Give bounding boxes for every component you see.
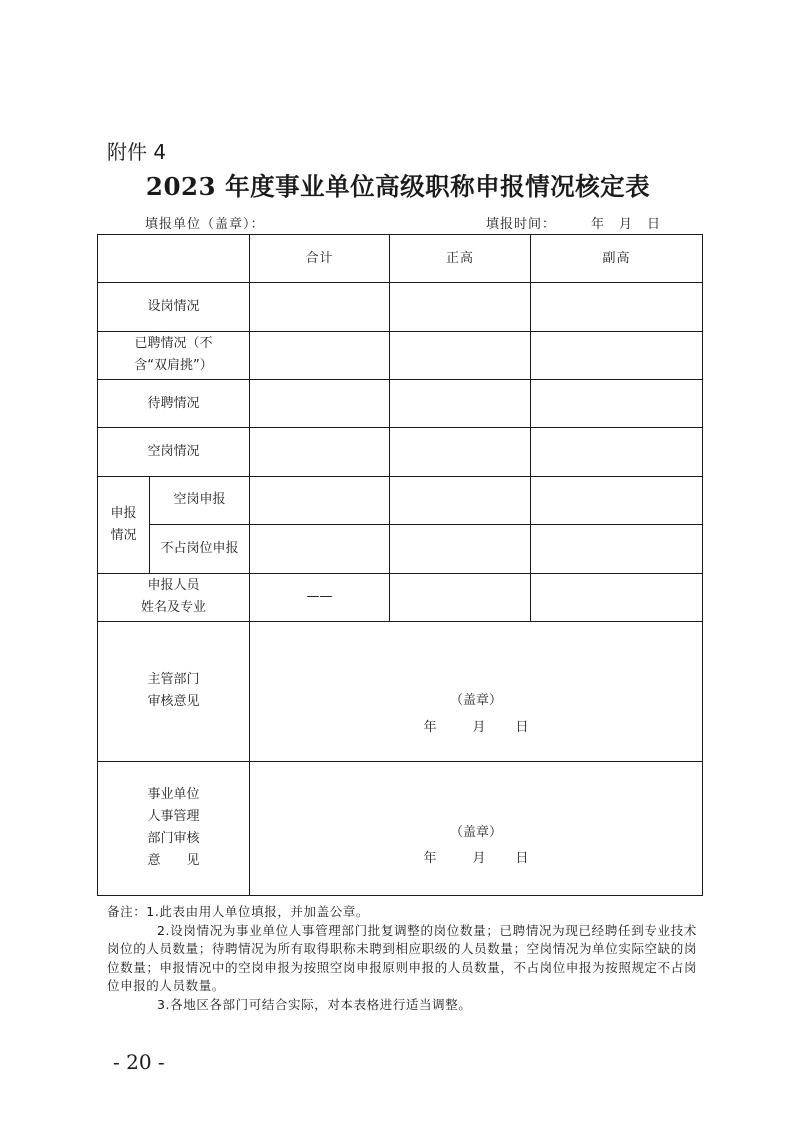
cell-vacancy-total[interactable] bbox=[250, 428, 390, 476]
row-apply-no-post bbox=[98, 525, 703, 573]
cell-post-setting-total[interactable] bbox=[250, 283, 390, 331]
row-vacancy bbox=[98, 428, 703, 476]
cell-apply-vacancy-total[interactable] bbox=[250, 476, 390, 524]
attachment-label: 附件 4 bbox=[107, 140, 167, 164]
header-senior: 正高 bbox=[390, 235, 531, 283]
header-total: 合计 bbox=[250, 235, 390, 283]
note-3: 3.各地区各部门可结合实际，对本表格进行适当调整。 bbox=[157, 996, 472, 1012]
fill-date: 年 月 日 bbox=[591, 217, 662, 232]
applicants-label-line1: 申报人员 bbox=[147, 578, 200, 594]
cell-vacancy-associate[interactable] bbox=[531, 428, 703, 476]
dept-label-line2: 审核意见 bbox=[147, 694, 200, 710]
row-group-apply bbox=[98, 476, 150, 573]
cell-apply-no-post-total[interactable] bbox=[250, 525, 390, 573]
apply-group-line1: 申报 bbox=[110, 505, 137, 521]
hired-label-line2: 含“双肩挑”） bbox=[134, 358, 213, 374]
dept-date: 年 月 日 bbox=[423, 719, 529, 735]
dept-stamp-label: （盖章） bbox=[449, 692, 502, 708]
cell-post-setting-senior[interactable] bbox=[390, 283, 531, 331]
hr-stamp-label: （盖章） bbox=[449, 824, 502, 840]
row-label-hr-review bbox=[98, 761, 250, 895]
cell-applicants-senior[interactable] bbox=[390, 573, 531, 621]
cell-pending-total[interactable] bbox=[250, 380, 390, 428]
cell-vacancy-senior[interactable] bbox=[390, 428, 531, 476]
cell-pending-senior[interactable] bbox=[390, 380, 531, 428]
hired-label-line1: 已聘情况（不 bbox=[134, 336, 213, 352]
row-label-apply-vacancy: 空岗申报 bbox=[150, 476, 250, 524]
apply-group-line2: 情况 bbox=[110, 527, 137, 543]
row-label-vacancy: 空岗情况 bbox=[98, 428, 250, 476]
hr-label-line1: 事业单位 bbox=[147, 787, 200, 803]
cell-apply-no-post-senior[interactable] bbox=[390, 525, 531, 573]
hr-label-line3: 部门审核 bbox=[147, 831, 200, 847]
row-label-applicants bbox=[98, 573, 250, 621]
document-title: 2023 年度事业单位高级职称申报情况核定表 bbox=[145, 172, 651, 201]
header-row bbox=[98, 235, 703, 283]
row-apply-vacancy bbox=[98, 476, 703, 524]
applicants-label-line2: 姓名及专业 bbox=[140, 600, 206, 616]
row-dept-review bbox=[98, 621, 703, 761]
row-hired bbox=[98, 331, 703, 379]
row-label-dept-review bbox=[98, 621, 250, 761]
row-label-apply-no-post: 不占岗位申报 bbox=[150, 525, 250, 573]
cell-hired-senior[interactable] bbox=[390, 331, 531, 379]
cell-apply-vacancy-senior[interactable] bbox=[390, 476, 531, 524]
row-hr-review bbox=[98, 761, 703, 895]
row-applicants bbox=[98, 573, 703, 621]
cell-apply-vacancy-associate[interactable] bbox=[531, 476, 703, 524]
cell-hired-associate[interactable] bbox=[531, 331, 703, 379]
page-number: - 20 - bbox=[113, 1050, 165, 1074]
dept-label-line1: 主管部门 bbox=[147, 672, 200, 688]
note-1: 备注：1.此表由用人单位填报，并加盖公章。 bbox=[107, 904, 370, 919]
note-2: 2.设岗情况为事业单位人事管理部门批复调整的岗位数量；已聘情况为现已经聘任到专业技术岗位的人员数量；待聘情况为所有取得职称未聘到相应职级的人员数量；空岗情况为单位实际空缺的岗位数量；申报情况中的空岗申报为按照空岗申报原则申报的人员数量，不占岗位申报为按照规定不占岗位申报的人员数量。 bbox=[107, 922, 697, 993]
hr-label-line4: 意 见 bbox=[147, 853, 200, 869]
cell-hired-total[interactable] bbox=[250, 331, 390, 379]
row-label-post-setting: 设岗情况 bbox=[98, 283, 250, 331]
cell-post-setting-associate[interactable] bbox=[531, 283, 703, 331]
cell-applicants-total: —— bbox=[250, 573, 390, 621]
notes-section bbox=[107, 903, 697, 1014]
declaration-table bbox=[97, 234, 703, 896]
cell-apply-no-post-associate[interactable] bbox=[531, 525, 703, 573]
hr-review-content[interactable] bbox=[250, 761, 703, 895]
hr-label-line2: 人事管理 bbox=[147, 809, 200, 825]
row-pending bbox=[98, 380, 703, 428]
hr-date: 年 月 日 bbox=[423, 850, 529, 866]
dept-review-content[interactable] bbox=[250, 621, 703, 761]
row-post-setting bbox=[98, 283, 703, 331]
row-label-hired bbox=[98, 331, 250, 379]
row-label-pending: 待聘情况 bbox=[98, 380, 250, 428]
cell-applicants-associate[interactable] bbox=[531, 573, 703, 621]
cell-pending-associate[interactable] bbox=[531, 380, 703, 428]
fill-unit-label: 填报单位（盖章）： bbox=[145, 217, 265, 232]
fill-time-label: 填报时间： bbox=[486, 217, 557, 232]
header-associate: 副高 bbox=[531, 235, 703, 283]
header-corner-cell bbox=[98, 235, 250, 283]
